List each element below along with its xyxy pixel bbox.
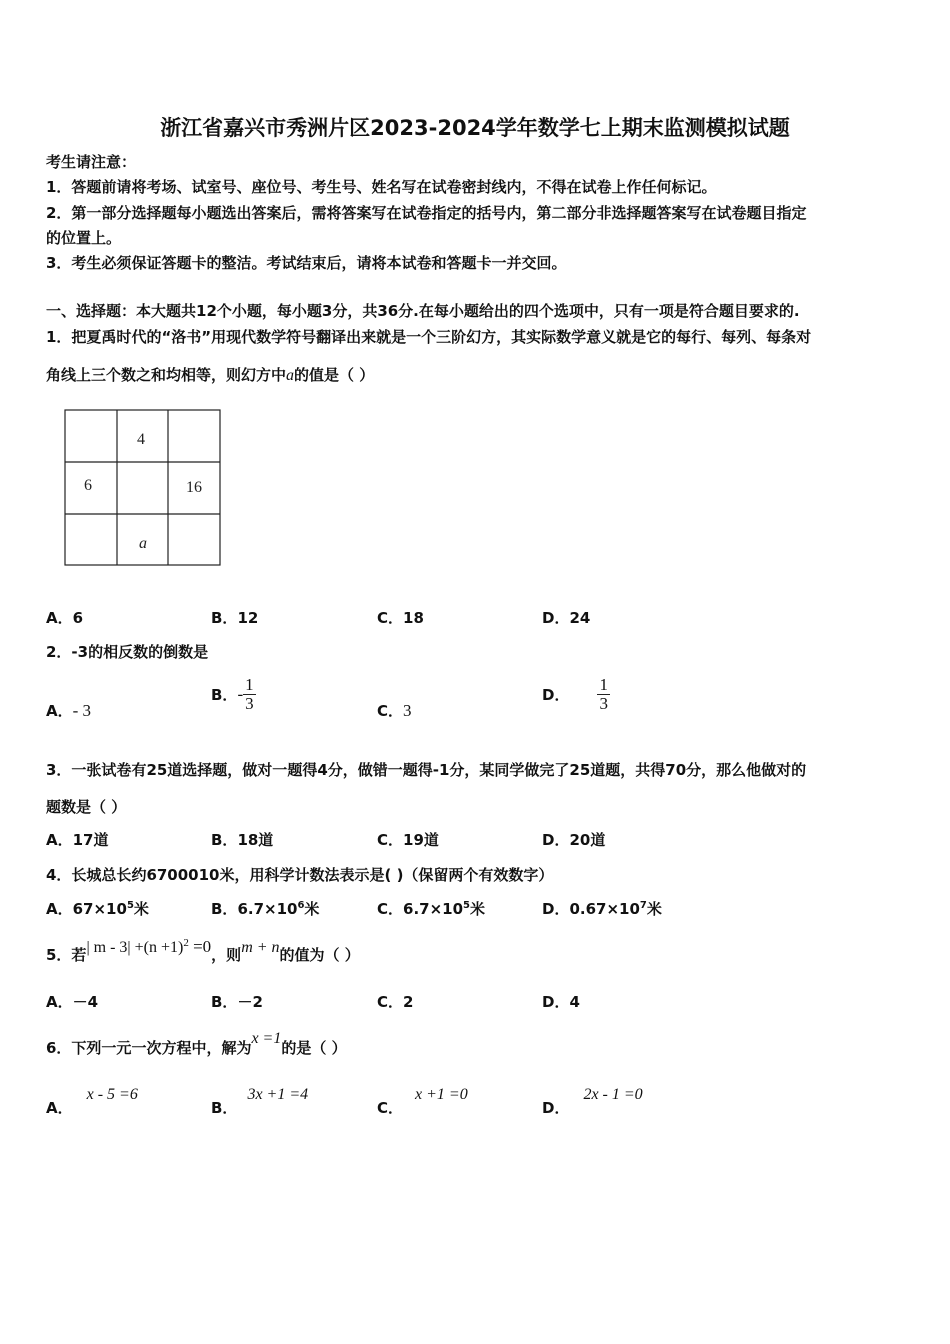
q1-var: a bbox=[286, 367, 295, 384]
q2-option-a[interactable]: A．- 3 bbox=[46, 701, 92, 720]
q4-option-a[interactable]: A．$67\times 10^5$米 bbox=[46, 900, 149, 918]
q1-line2 bbox=[46, 364, 374, 385]
q5-option-c[interactable]: C．2 bbox=[377, 993, 414, 1011]
notice-heading: 考生请注意： bbox=[46, 153, 137, 171]
q2-option-d[interactable]: D． $\frac{1}{3}$ bbox=[542, 675, 608, 713]
q1-option-d[interactable]: D．24 bbox=[542, 609, 591, 627]
q3-line2: 题数是（ ） bbox=[46, 798, 127, 816]
section-heading: 一、选择题：本大题共12个小题，每小题3分，共36分.在每小题给出的四个选项中，只有一项是符合题目要求的. bbox=[46, 302, 800, 320]
notice-item-1: 1．答题前请将考场、试室号、座位号、考生号、姓名写在试卷密封线内，不得在试卷上作任何标记。 bbox=[46, 178, 717, 196]
grid-cell-top-middle: 4 bbox=[137, 431, 145, 448]
grid-cell-middle-right: 16 bbox=[186, 479, 202, 496]
q4-option-d[interactable]: D．$0.67\times 10^7$米 bbox=[542, 900, 662, 918]
grid-cell-bottom-middle: a bbox=[139, 535, 147, 552]
q6-option-c[interactable]: C．x +1 =0 bbox=[377, 1086, 468, 1117]
q5-expr2: m + n bbox=[241, 939, 280, 956]
q4-text: 4．长城总长约6700010米，用科学计数法表示是( )（保留两个有效数字） bbox=[46, 866, 554, 884]
q5-text: 5．若| $m - 3| +(n +1)^2 =0$，则m + n的值为（ ） bbox=[46, 937, 360, 964]
q5-option-d[interactable]: D．4 bbox=[542, 993, 580, 1011]
notice-item-2-cont: 的位置上。 bbox=[46, 229, 122, 247]
magic-square-grid bbox=[63, 408, 223, 570]
q2-option-b[interactable]: B．- $\frac{1}{3}$ bbox=[211, 675, 254, 713]
q1-option-a[interactable]: A．6 bbox=[46, 609, 84, 627]
q2-option-c[interactable]: C．3 bbox=[377, 701, 412, 720]
q6-expr: x =1 bbox=[251, 1030, 282, 1047]
q3-line1: 3．一张试卷有25道选择题，做对一题得4分，做错一题得-1分，某同学做完了25道题，共得70分，那么他做对的 bbox=[46, 761, 807, 779]
page-title: 浙江省嘉兴市秀洲片区2023-2024学年数学七上期末监测模拟试题 bbox=[160, 116, 790, 140]
q3-option-d[interactable]: D．20道 bbox=[542, 831, 606, 849]
q4-option-b[interactable]: B．$6.7\times 10^6$米 bbox=[211, 900, 320, 918]
q3-option-c[interactable]: C．19道 bbox=[377, 831, 439, 849]
q1-line1: 1．把夏禹时代的“洛书”用现代数学符号翻译出来就是一个三阶幻方，其实际数学意义就是它的每行、每列、每条对 bbox=[46, 328, 812, 346]
notice-item-3: 3．考生必须保证答题卡的整洁。考试结束后，请将本试卷和答题卡一并交回。 bbox=[46, 254, 567, 272]
grid-cell-middle-left: 6 bbox=[84, 477, 92, 494]
q1-line2b: 的值是（ ） bbox=[294, 366, 375, 384]
q5-option-b[interactable]: B．－2 bbox=[211, 993, 263, 1011]
q1-line2a: 角线上三个数之和均相等，则幻方中 bbox=[46, 366, 287, 384]
q1-option-b[interactable]: B．12 bbox=[211, 609, 259, 627]
q1-option-c[interactable]: C．18 bbox=[377, 609, 424, 627]
q6-option-d[interactable]: D．2x - 1 =0 bbox=[542, 1086, 643, 1117]
q2-text: 2．-3的相反数的倒数是 bbox=[46, 643, 209, 661]
q4-option-c[interactable]: C．$6.7\times 10^5$米 bbox=[377, 900, 486, 918]
q5-option-a[interactable]: A．－4 bbox=[46, 993, 99, 1011]
notice-item-2: 2．第一部分选择题每小题选出答案后，需将答案写在试卷指定的括号内，第二部分非选择题答案写在试卷题目指定 bbox=[46, 204, 807, 222]
q5-expr: | m - 3| +(n +1) bbox=[86, 939, 184, 956]
q6-option-b[interactable]: B．3x +1 =4 bbox=[211, 1086, 309, 1117]
q6-option-a[interactable]: A．x - 5 =6 bbox=[46, 1086, 138, 1117]
q3-option-a[interactable]: A．17道 bbox=[46, 831, 109, 849]
q3-option-b[interactable]: B．18道 bbox=[211, 831, 274, 849]
q6-text: 6．下列一元一次方程中，解为x =1的是（ ） bbox=[46, 1030, 347, 1057]
